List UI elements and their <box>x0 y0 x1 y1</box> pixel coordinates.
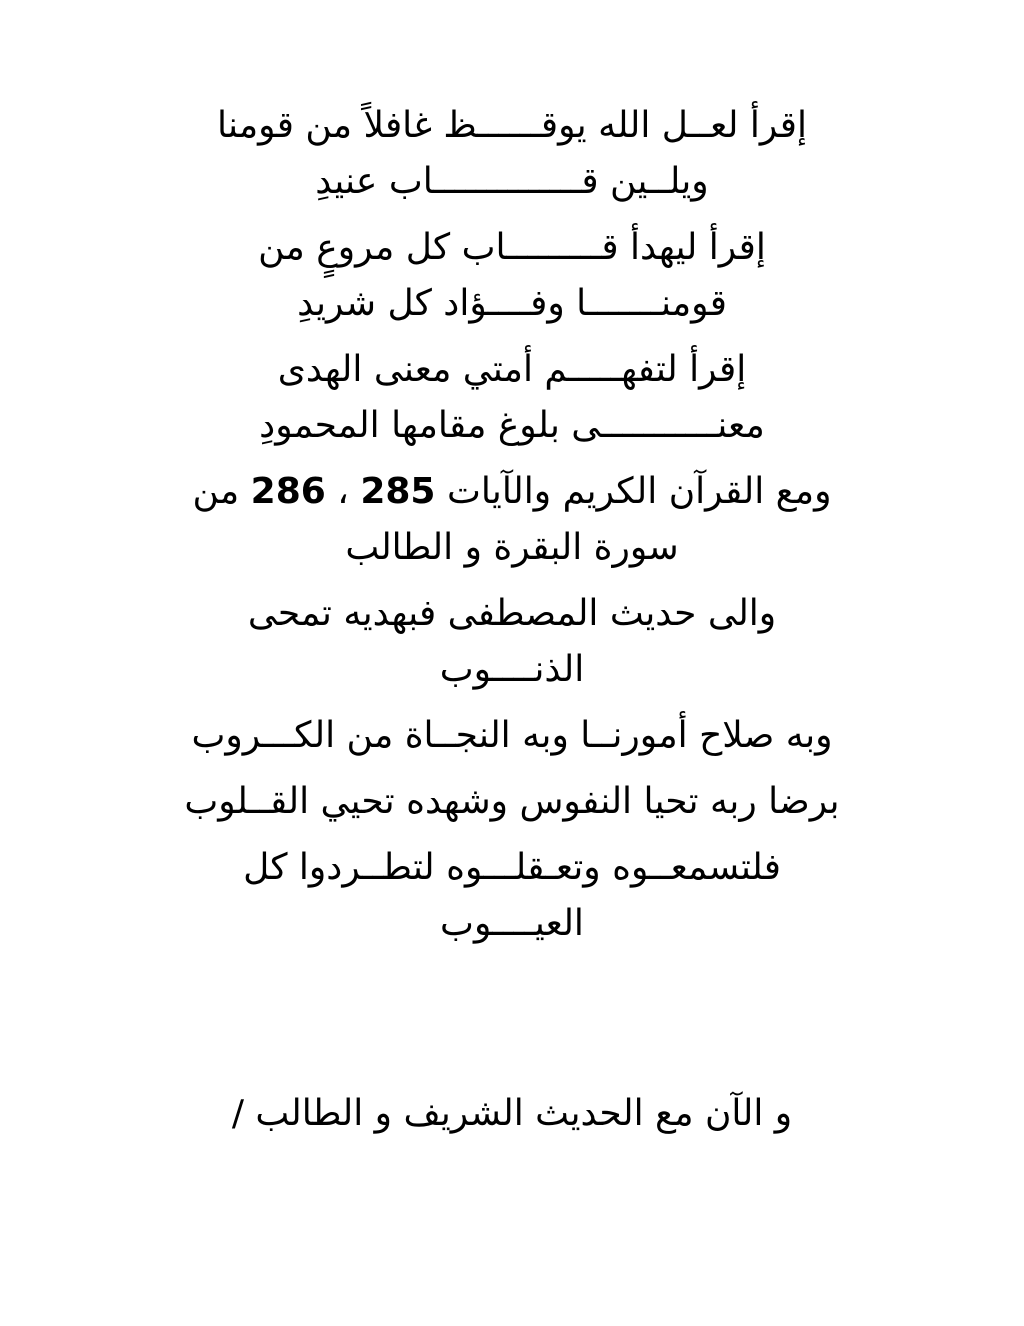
number-separator: ، <box>337 471 349 512</box>
stanza-4 <box>70 464 954 576</box>
verse-line: الذنــــوب <box>439 649 585 690</box>
stanza-7 <box>70 774 954 830</box>
verse-line: وبه صلاح أمورنــا وبه النجــاة من الكـــروب <box>191 715 833 756</box>
stanza-5 <box>70 586 954 698</box>
verse-text-prefix: ومع القرآن الكريم والآيات <box>446 471 832 512</box>
stanza-3 <box>70 342 954 454</box>
poem-body <box>70 98 954 962</box>
verse-number: 285 <box>360 471 436 512</box>
verse-line: قومنـــــــا وفــــؤاد كل شريدِ <box>297 283 727 324</box>
verse-line: والى حديث المصطفى فبهديه تمحى <box>247 593 777 634</box>
verse-line: إقرأ ليهدأ قـــــــــاب كل مروعٍ من <box>258 227 766 268</box>
verse-line: إقرأ لتفهـــــم أمتي معنى الهدى <box>277 349 747 390</box>
stanza-1 <box>70 98 954 210</box>
verse-number: 286 <box>250 471 326 512</box>
stanza-8 <box>70 840 954 952</box>
stanza-6 <box>70 708 954 764</box>
stanza-2 <box>70 220 954 332</box>
verse-text-suffix: من <box>192 471 240 512</box>
verse-line: ويلــين قــــــــــــــاب عنيدِ <box>315 161 709 202</box>
verse-line: سورة البقرة و الطالب <box>345 527 679 568</box>
verse-line: برضا ربه تحيا النفوس وشهده تحيي القــلوب <box>184 781 840 822</box>
verse-line: إقرأ لعــل الله يوقــــــظ غافلاً من قومنا <box>217 105 807 146</box>
verse-line: العيــــوب <box>440 903 584 944</box>
verse-line: فلتسمعــوه وتعـقلـــوه لتطــردوا كل <box>243 847 781 888</box>
verse-line-with-numbers <box>70 464 954 520</box>
verse-line: معنـــــــــــى بلوغ مقامها المحمودِ <box>259 405 765 446</box>
closing-line: و الآن مع الحديث الشريف و الطالب / <box>231 1093 793 1134</box>
